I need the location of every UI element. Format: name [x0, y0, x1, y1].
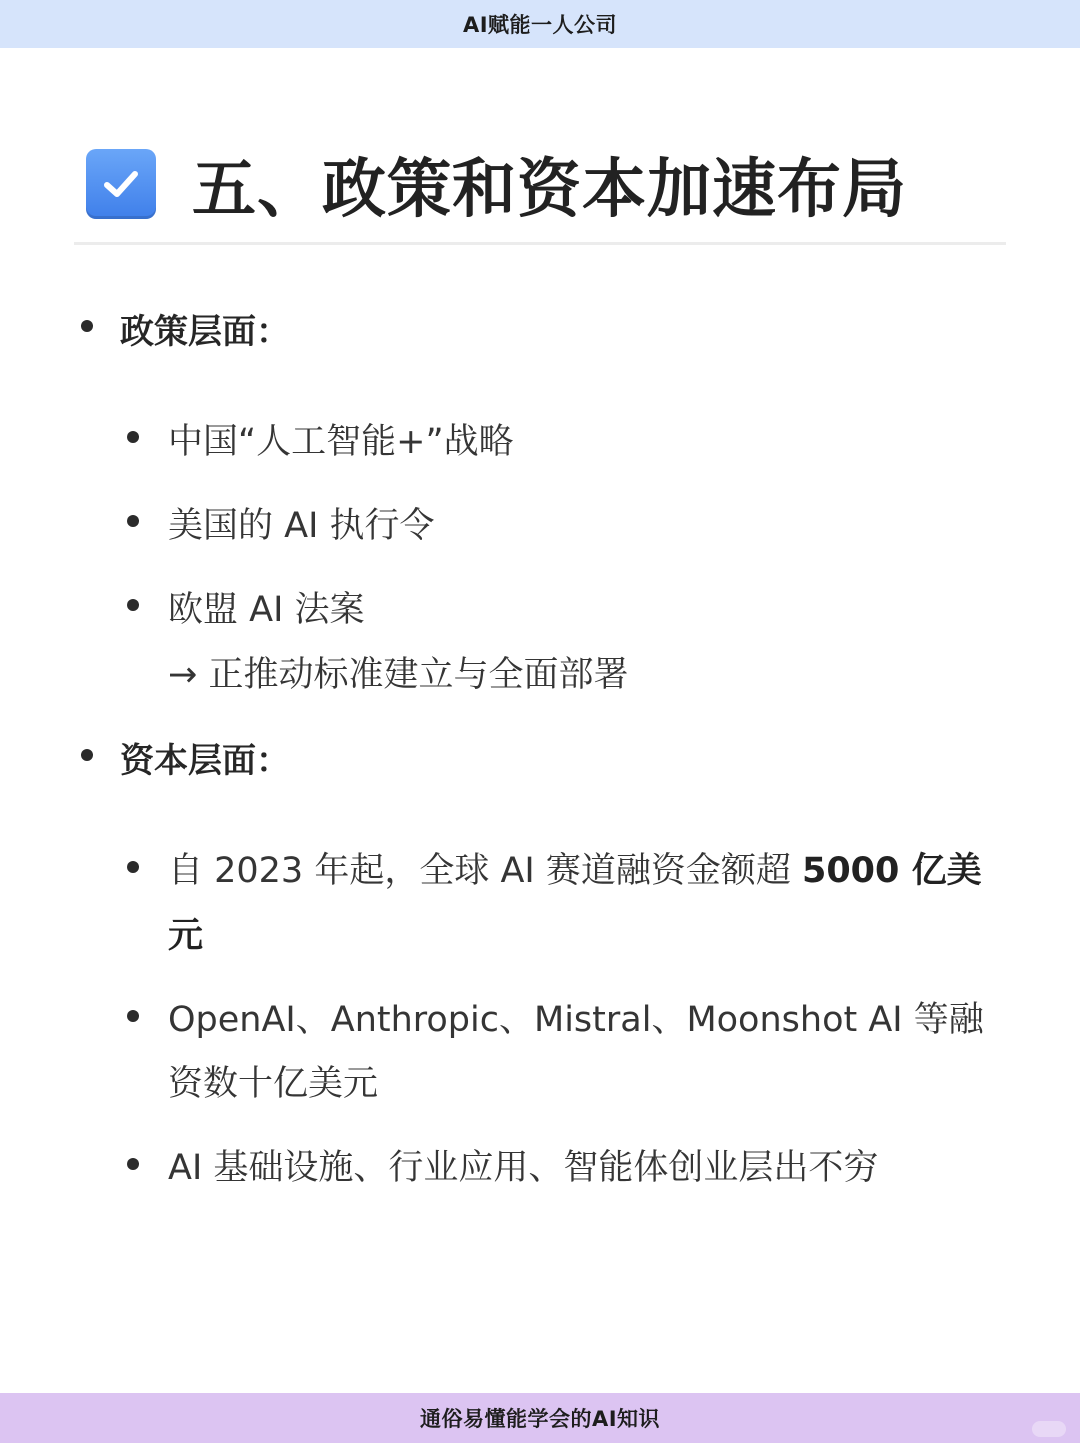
- bullet-icon: [81, 749, 93, 761]
- bullet-icon: [81, 320, 93, 332]
- bottom-banner: [0, 1393, 1080, 1443]
- bullet-icon: [127, 1010, 139, 1022]
- policy-section-title: 政策层面：: [120, 312, 290, 352]
- capital-item-3: AI 基础设施、行业应用、智能体创业层出不穷: [168, 1148, 879, 1188]
- capital-item-1-line1: [168, 843, 982, 893]
- bottom-banner-text: 通俗易懂能学会的AI知识: [419, 1407, 661, 1431]
- top-banner: [0, 0, 1080, 48]
- capital-item-1-text: 自 2023 年起，全球 AI 赛道融资金额超: [168, 851, 802, 891]
- heading-divider: [74, 242, 1006, 245]
- capital-section-title: 资本层面：: [120, 741, 290, 781]
- top-banner-text: AI赋能一人公司: [462, 13, 618, 37]
- bullet-icon: [127, 1158, 139, 1170]
- bullet-icon: [127, 599, 139, 611]
- section-heading: [86, 146, 907, 227]
- capital-item-2-line2: 资数十亿美元: [168, 1064, 379, 1104]
- policy-item: 中国“人工智能+”战略: [168, 422, 514, 462]
- capital-item-2-line1: OpenAI、Anthropic、Mistral、Moonshot AI 等融: [168, 1000, 984, 1040]
- bullet-icon: [127, 515, 139, 527]
- policy-arrow-note: → 正推动标准建立与全面部署: [168, 655, 629, 695]
- page-title: 五、政策和资本加速布局: [192, 153, 907, 227]
- policy-item: 欧盟 AI 法案: [168, 590, 365, 630]
- capital-item-1-amount: 5000 亿美: [801, 851, 982, 891]
- bullet-icon: [127, 431, 139, 443]
- bullet-icon: [127, 861, 139, 873]
- policy-item: 美国的 AI 执行令: [168, 506, 435, 546]
- check-box-icon: [86, 149, 156, 219]
- capital-item-1-amount-cont: 元: [168, 916, 204, 956]
- corner-watermark: [1032, 1421, 1066, 1437]
